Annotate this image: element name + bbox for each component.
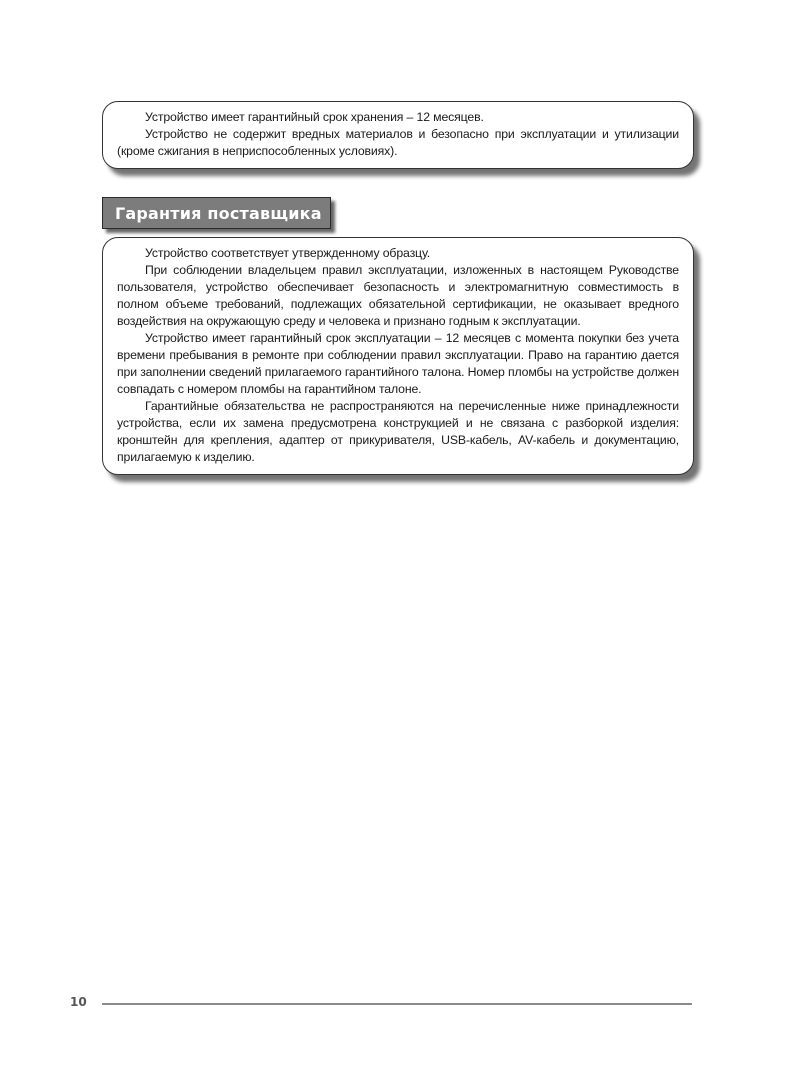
- paragraph: Гарантийные обязательства не распространяются на перечисленные ниже принадлежности устройства, если их замена предусмотрена конструкцией и не связана с разборкой изделия: кронштейн для крепления, адаптер от прикуривателя, USB-кабель, AV-кабель и документацию, прилагаемую к изделию.: [117, 399, 679, 464]
- supplier-warranty-box: [102, 237, 694, 475]
- paragraph: При соблюдении владельцем правил эксплуатации, изложенных в настоящем Руководстве пользователя, устройство обеспечивает безопасность и электромагнитную совместимость в полном объеме требований, подлежащих обязательной сертификации, не оказывает вредного воздействия на окружающую среду и человека и признано годным к эксплуатации.: [117, 263, 679, 328]
- paragraph: Устройство соответствует утвержденному образцу.: [145, 246, 430, 260]
- paragraph: Устройство имеет гарантийный срок хранения – 12 месяцев.: [145, 110, 484, 124]
- page-number: 10: [70, 995, 87, 1009]
- paragraph: Устройство не содержит вредных материалов и безопасно при эксплуатации и утилизации (кроме сжигания в неприспособленных условиях).: [117, 127, 679, 158]
- footer-divider: [102, 1003, 692, 1005]
- paragraph: Устройство имеет гарантийный срок эксплуатации – 12 месяцев с момента покупки без учета времени пребывания в ремонте при соблюдении правил эксплуатации. Право на гарантию дается при заполнении сведений прилагаемого гарантийного талона. Номер пломбы на устройстве должен совпадать с номером пломбы на гарантийном талоне.: [117, 331, 679, 396]
- storage-warranty-box: [102, 101, 694, 169]
- section-heading: [102, 197, 331, 229]
- section-heading-text: Гарантия поставщика: [115, 203, 322, 223]
